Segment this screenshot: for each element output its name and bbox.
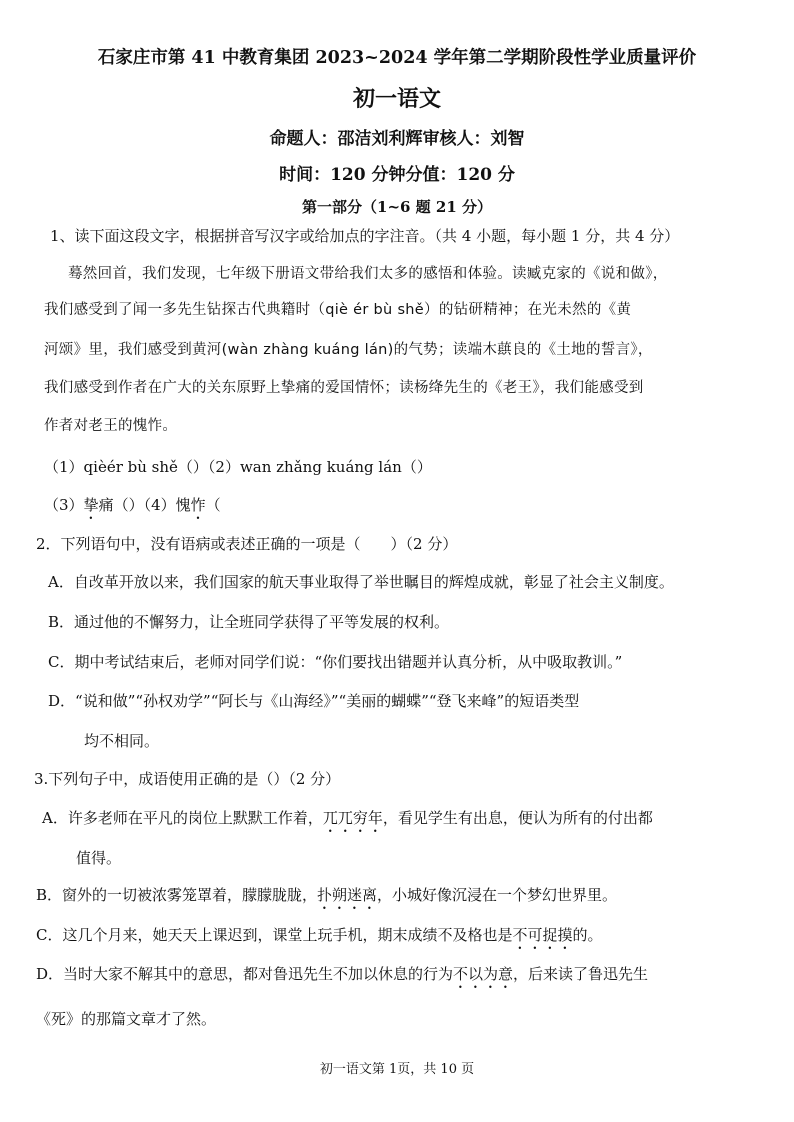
option-c	[36, 924, 603, 953]
page-footer: 初一语文第 1页，共 10 页	[319, 1062, 475, 1077]
option-text: ，小城好像沉浸在一个梦幻世界里。	[377, 886, 618, 904]
option-text: C．这几个月来，她天天上课迟到，课堂上玩手机，期末成绩不及格也是	[36, 926, 513, 944]
authors-line: 命题人：邵洁刘利辉审核人：刘智	[269, 129, 525, 149]
question-stem: 2．下列语句中，没有语病或表述正确的一项是（ ）（2 分）	[36, 535, 458, 553]
sub-label: （3）	[44, 496, 84, 514]
option-a: A．自改革开放以来，我们国家的航天事业取得了举世瞩目的辉煌成就，彰显了社会主义制度。	[48, 573, 674, 591]
option-d: D．“说和做”“孙权劝学”“阿长与《山海经》”“美丽的蝴蝶”“登飞来峰”的短语类型	[48, 692, 580, 710]
option-text: ，看见学生有出息，便认为所有的付出都	[382, 809, 653, 827]
option-text: A．许多老师在平凡的岗位上默默工作着，	[42, 809, 323, 827]
option-a-cont: 值得。	[76, 849, 122, 867]
sub-text: （	[205, 496, 221, 514]
passage-line: 我们感受到作者在广大的关东原野上挚痛的爱国情怀；读杨绛先生的《老王》，我们能感受到	[44, 380, 644, 396]
option-b	[36, 884, 617, 913]
idiom-dotted: 兀兀穷年	[322, 809, 383, 827]
passage-line: 河颂》里，我们感受到黄河(wàn zhàng kuáng lán)的气势；读端木蕻良的《土地的誓言》，	[44, 342, 653, 358]
idiom-dotted: 不以为意	[453, 965, 514, 983]
option-text: B．窗外的一切被浓雾笼罩着，朦朦胧胧，	[36, 886, 318, 904]
option-d-cont: 均不相同。	[84, 732, 160, 750]
passage-line: 蓦然回首，我们发现，七年级下册语文带给我们太多的感悟和体验。读臧克家的《说和做》，	[68, 266, 668, 282]
passage-line: 作者对老王的愧怍。	[44, 418, 178, 434]
option-text: D．当时大家不解其中的意思，都对鲁迅先生不加以休息的行为	[36, 965, 454, 983]
option-d	[36, 963, 648, 992]
passage-line: 我们感受到了闻一多先生钻探古代典籍时（qiè ér bù shě）的钻研精神；在光未然的《黄	[44, 302, 632, 318]
option-text: ，后来读了鲁迅先生	[513, 965, 649, 983]
sub-question-row: （1）qièér bù shě（）（2）wan zhǎng kuáng lán（）	[44, 458, 432, 476]
dotted-char: 怍	[190, 496, 206, 514]
option-d-cont: 《死》的那篇文章才了然。	[36, 1010, 217, 1028]
part-heading: 第一部分（1~6 题 21 分）	[302, 198, 492, 216]
dotted-char: 挚	[83, 496, 99, 514]
subject-title: 初一语文	[352, 86, 441, 112]
sub-text: 痛（）（4）	[98, 496, 176, 514]
option-b: B．通过他的不懈努力，让全班同学获得了平等发展的权利。	[48, 613, 450, 631]
exam-title: 石家庄市第 41 中教育集团 2023~2024 学年第二学期阶段性学业质量评价	[97, 48, 697, 68]
question-stem: 3.下列句子中，成语使用正确的是（）（2 分）	[34, 770, 341, 788]
idiom-dotted: 扑朔迷离	[317, 886, 378, 904]
idiom-dotted: 不可捉摸	[512, 926, 573, 944]
option-text: 的。	[572, 926, 603, 944]
option-a	[42, 807, 653, 836]
question-stem: 1、读下面这段文字，根据拼音写汉字或给加点的字注音。（共 4 小题，每小题 1 分，共 4 分）	[50, 227, 680, 245]
sub-text: 愧	[175, 496, 191, 514]
option-c: C．期中考试结束后，老师对同学们说：“你们要找出错题并认真分析，从中吸取教训。”	[48, 653, 623, 671]
time-score-line: 时间：120 分钟分值：120 分	[279, 165, 515, 185]
sub-question-row	[44, 494, 221, 523]
